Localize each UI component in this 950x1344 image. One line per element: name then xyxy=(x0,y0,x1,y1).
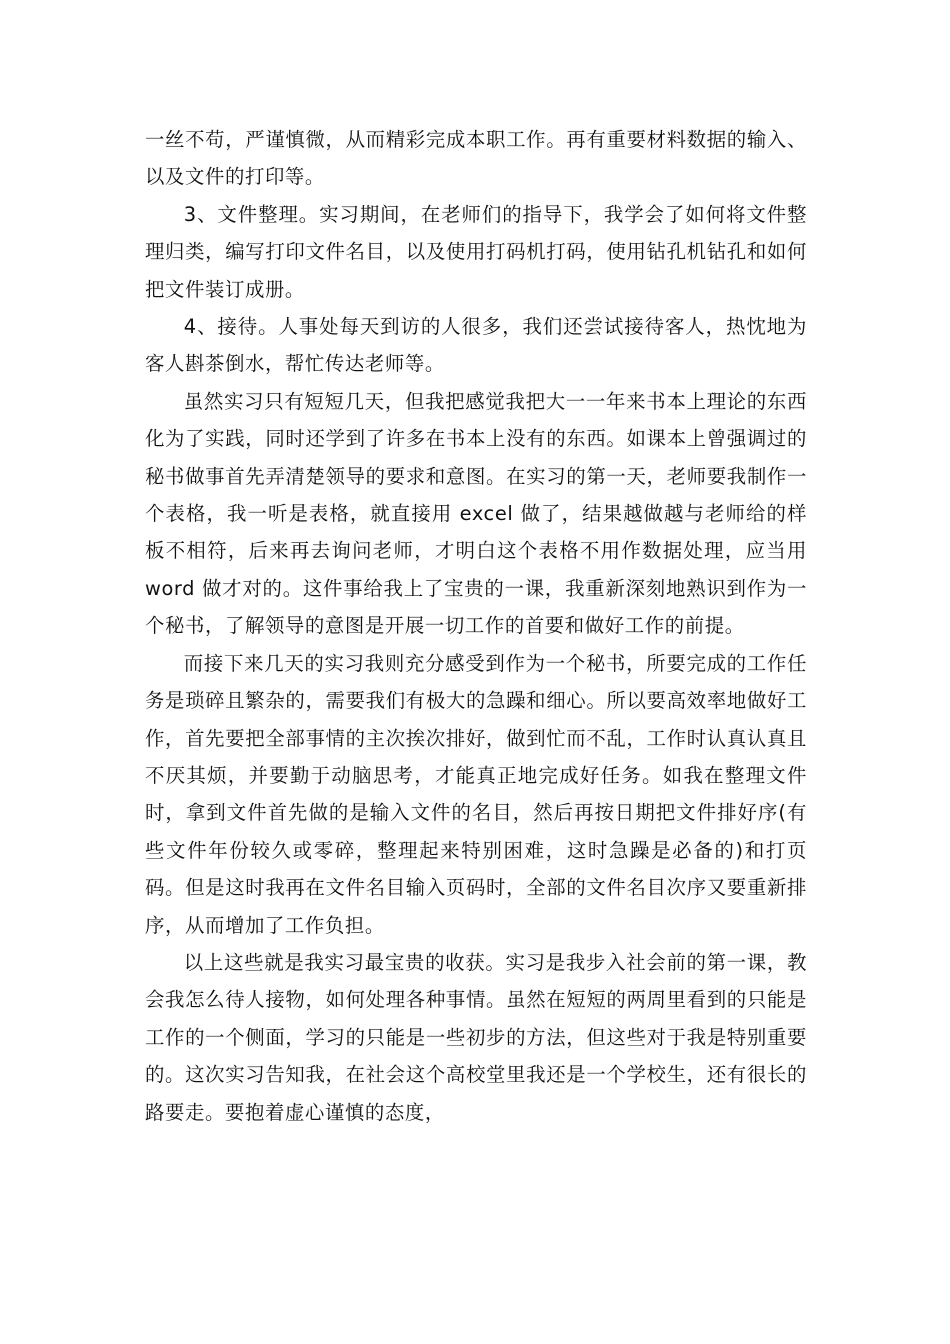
paragraph-3: 4、接待。人事处每天到访的人很多，我们还尝试接待客人，热忱地为客人斟茶倒水，帮忙传达老师等。 xyxy=(145,315,807,376)
paragraph-6: 以上这些就是我实习最宝贵的收获。实习是我步入社会前的第一课，教会我怎么待人接物，如何处理各种事情。虽然在短短的两周里看到的只能是工作的一个侧面，学习的只能是一些初步的方法，但这些对于我是特别重要的。这次实习告知我，在社会这个高校堂里我还是一个学校生，还有很长的路要走。要抱着虚心谨慎的态度， xyxy=(145,950,807,1124)
paragraph-1: 一丝不苟，严谨慎微，从而精彩完成本职工作。再有重要材料数据的输入、以及文件的打印等。 xyxy=(145,128,807,189)
paragraph-2: 3、文件整理。实习期间，在老师们的指导下，我学会了如何将文件整理归类，编写打印文件名目，以及使用打码机打码，使用钻孔机钻孔和如何把文件装订成册。 xyxy=(145,202,807,301)
document-body xyxy=(145,121,807,1131)
paragraph-4: 虽然实习只有短短几天，但我把感觉我把大一一年来书本上理论的东西化为了实践，同时还学到了许多在书本上没有的东西。如课本上曾强调过的秘书做事首先弄清楚领导的要求和意图。在实习的第一天，老师要我制作一个表格，我一听是表格，就直接用 excel 做了，结果越做越与老师给的样板不相符，后来再去询问老师，才明白这个表格不用作数据处理，应当用 word 做才对的。这件事给我上了宝贵的一课，我重新深刻地熟识到作为一个秘书，了解领导的意图是开展一切工作的首要和做好工作的前提。 xyxy=(145,389,807,638)
paragraph-5: 而接下来几天的实习我则充分感受到作为一个秘书，所要完成的工作任务是琐碎且繁杂的，需要我们有极大的急躁和细心。所以要高效率地做好工作，首先要把全部事情的主次挨次排好，做到忙而不乱，工作时认真认真且不厌其烦，并要勤于动脑思考，才能真正地完成好任务。如我在整理文件时，拿到文件首先做的是输入文件的名目，然后再按日期把文件排好序(有些文件年份较久或零碎，整理起来特别困难，这时急躁是必备的)和打页码。但是这时我再在文件名目输入页码时，全部的文件名目次序又要重新排序，从而增加了工作负担。 xyxy=(145,651,807,937)
